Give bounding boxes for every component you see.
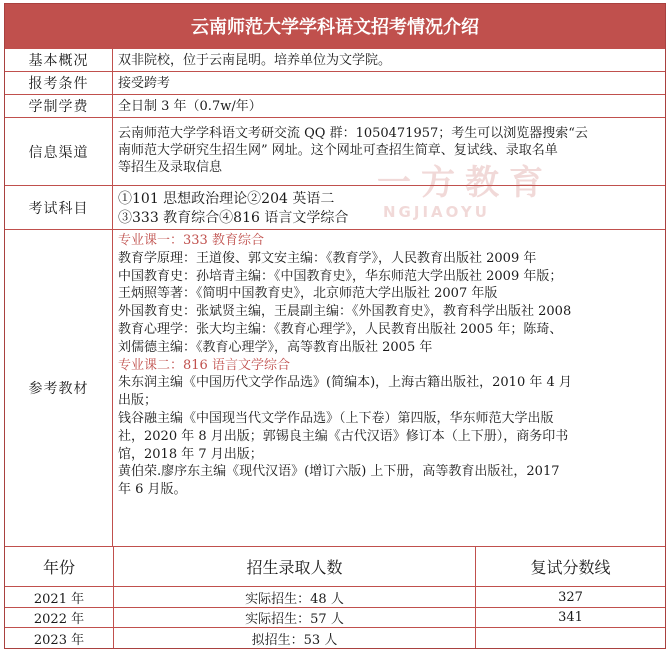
row-overview: [5, 48, 665, 71]
header-enroll: 招生录取人数: [246, 557, 343, 577]
score-cell: 341: [558, 610, 583, 625]
row-label: 考试科目: [5, 186, 113, 229]
subject-line: ③333 教育综合④816 语言文学综合: [118, 210, 349, 226]
textbook-line: 王炳照等著：《简明中国教育史》，北京师范大学出版社 2007 年版: [118, 286, 498, 302]
textbook-line: 社，2020 年 8 月出版；郭锡良主编《古代汉语》修订本（上下册），商务印书: [118, 428, 569, 444]
textbook-line: 刘儒德主编：《教育心理学》，高等教育出版社 2005 年: [118, 339, 433, 355]
score-cell: [476, 628, 665, 648]
textbook-line: 教育学原理：王道俊、郭文安主编：《教育学》，人民教育出版社 2009 年: [118, 250, 537, 266]
row-system: [5, 94, 665, 117]
admissions-table: [5, 546, 665, 648]
year-cell: 2023 年: [33, 632, 85, 648]
row-value: [118, 72, 659, 94]
row-value: [118, 230, 659, 546]
textbook-line: 钱谷融主编《中国现当代文学作品选》（上下卷）第四版，华东师范大学出版: [118, 410, 554, 426]
channel-line: 等招生及录取信息: [118, 160, 223, 175]
textbook-line: 中国教育史：孙培青主编：《中国教育史》，华东师范大学出版社 2009 年版；: [118, 268, 563, 284]
channel-line: 云南师范大学学科语文考研交流 QQ 群：1050471957；考生可以浏览器搜索“云: [118, 126, 588, 141]
course-heading: 专业课二：816 语言文学综合: [118, 357, 290, 373]
overview-text: 双非院校，位于云南昆明。培养单位为文学院。: [118, 52, 392, 68]
textbook-line: 教育心理学：张大均主编：《教育心理学》，人民教育出版社 2005 年；陈琦、: [118, 321, 563, 337]
watermark-text: 一方教育: [377, 163, 553, 203]
course-heading: 专业课一：333 教育综合: [118, 233, 264, 248]
row-subjects: [5, 185, 665, 229]
year-cell: 2022 年: [33, 612, 85, 627]
textbook-line: 馆，2018 年 7 月出版；: [118, 446, 263, 462]
textbook-line: 外国教育史：张斌贤主编，王晨副主编：《外国教育史》，教育科学出版社 2008: [118, 304, 572, 320]
enroll-cell: 实际招生：48 人: [245, 591, 344, 607]
enroll-cell: 拟招生：53 人: [251, 632, 338, 648]
row-label: 参考教材: [5, 230, 113, 546]
row-label: 学制学费: [5, 95, 113, 117]
table-title: 云南师范大学学科语文招考情况介绍: [5, 4, 665, 48]
textbook-line: 黄伯荣.廖序东主编《现代汉语》(增订六版) 上下册，高等教育出版社，2017: [118, 464, 560, 480]
header-score: 复试分数线: [530, 557, 611, 577]
system-text: 全日制 3 年（0.7w/年）: [118, 98, 262, 114]
row-label: 基本概况: [5, 49, 113, 71]
row-value: [118, 95, 659, 117]
subject-line: ①101 思想政治理论②204 英语二: [118, 191, 335, 207]
row-conditions: [5, 71, 665, 94]
textbook-line: 朱东润主编《中国历代文学作品选》(简编本)，上海古籍出版社，2010 年 4 月: [118, 375, 572, 391]
row-value: [118, 49, 659, 71]
textbook-line: 年 6 月版。: [118, 482, 187, 498]
row-label: 报考条件: [5, 72, 113, 94]
textbook-line: 出版；: [118, 393, 158, 409]
row-label: 信息渠道: [5, 118, 113, 185]
admission-info-table: [4, 3, 666, 649]
watermark-subtext: NGJIAOYU: [383, 203, 490, 221]
channel-line: 南师范大学研究生招生网” 网址。这个网址可查招生简章、复试线、录取名单: [118, 143, 558, 158]
enroll-cell: 实际招生：57 人: [245, 612, 344, 627]
header-year: 年份: [42, 557, 75, 577]
row-textbooks: [5, 229, 665, 546]
conditions-text: 接受跨考: [118, 75, 171, 91]
year-cell: 2021 年: [33, 591, 85, 607]
score-cell: 327: [558, 589, 583, 605]
row-channel: [5, 117, 665, 185]
